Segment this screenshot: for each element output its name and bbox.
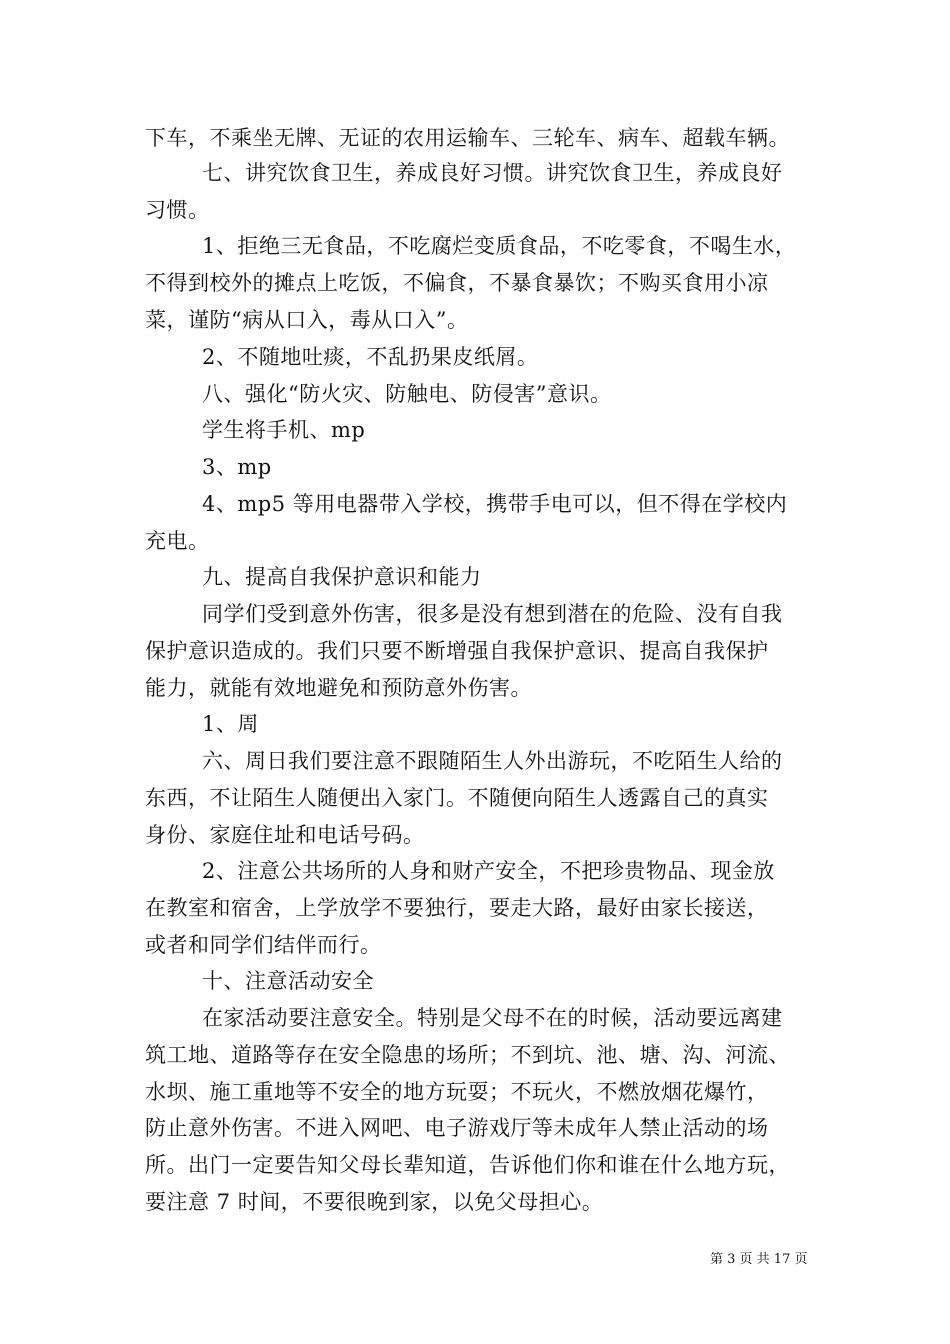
- text-line: 不得到校外的摊点上吃饭，不偏食，不暴食暴饮；不购买食用小凉: [145, 271, 769, 295]
- text-line: 所。出门一定要告知父母长辈知道，告诉他们你和谁在什么地方玩，: [145, 1153, 790, 1177]
- text-line: 东西，不让陌生人随便出入家门。不随便向陌生人透露自己的真实: [145, 786, 769, 810]
- text-line: 习惯。: [145, 198, 210, 222]
- text-line: 菜，谨防“病从口入，毒从口入”。: [145, 308, 469, 332]
- text-line: 在家活动要注意安全。特别是父母不在的时候，活动要远离建: [202, 1006, 783, 1030]
- text-line: 要注意 7 时间，不要很晚到家，以免父母担心。: [145, 1190, 604, 1214]
- text-line: 同学们受到意外伤害，很多是没有想到潜在的危险、没有自我: [202, 602, 783, 626]
- text-line: 4、mp5 等用电器带入学校，携带手电可以，但不得在学校内: [202, 492, 788, 516]
- heading-10: 十、注意活动安全: [202, 969, 374, 993]
- heading-9: 九、提高自我保护意识和能力: [202, 565, 482, 589]
- text-line: 筑工地、道路等存在安全隐患的场所；不到坑、池、塘、沟、河流、: [145, 1043, 790, 1067]
- text-line: 或者和同学们结伴而行。: [145, 933, 382, 957]
- text-line: 保护意识造成的。我们只要不断增强自我保护意识、提高自我保护: [145, 639, 769, 663]
- text-line: 1、拒绝三无食品，不吃腐烂变质食品，不吃零食，不喝生水，: [202, 234, 797, 258]
- text-line: 学生将手机、mp: [202, 418, 366, 442]
- text-line: 1、周: [202, 712, 259, 736]
- heading-7: 七、讲究饮食卫生，养成良好习惯。讲究饮食卫生，养成良好: [202, 161, 783, 185]
- text-line: 六、周日我们要注意不跟随陌生人外出游玩，不吃陌生人给的: [202, 749, 783, 773]
- text-line: 能力，就能有效地避免和预防意外伤害。: [145, 676, 532, 700]
- text-line: 充电。: [145, 529, 210, 553]
- text-line: 下车，不乘坐无牌、无证的农用运输车、三轮车、病车、超载车辆。: [145, 126, 790, 150]
- text-line: 身份、家庭住址和电话号码。: [145, 823, 425, 847]
- text-line: 2、不随地吐痰，不乱扔果皮纸屑。: [202, 345, 539, 369]
- heading-8: 八、强化“防火灾、防触电、防侵害”意识。: [202, 382, 612, 406]
- text-line: 2、注意公共场所的人身和财产安全，不把珍贵物品、现金放: [202, 859, 775, 883]
- text-line: 水坝、施工重地等不安全的地方玩耍；不玩火，不燃放烟花爆竹，: [145, 1080, 769, 1104]
- page-number: 第 3 页 共 17 页: [710, 1252, 808, 1267]
- text-line: 防止意外伤害。不进入网吧、电子游戏厅等未成年人禁止活动的场: [145, 1116, 769, 1140]
- text-line: 3、mp: [202, 455, 272, 479]
- text-line: 在教室和宿舍，上学放学不要独行，要走大路，最好由家长接送，: [145, 896, 769, 920]
